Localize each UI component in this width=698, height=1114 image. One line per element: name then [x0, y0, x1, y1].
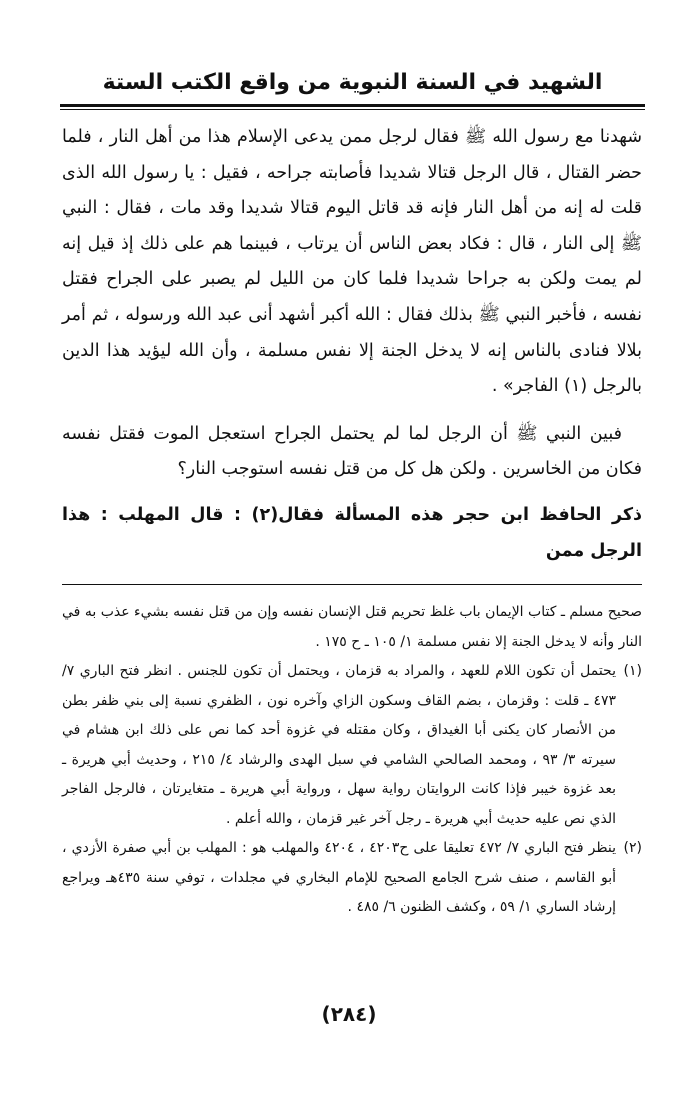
footnote-divider [62, 584, 642, 585]
footnote-1-marker: (١) [623, 663, 642, 679]
page-number: (٢٨٤) [321, 1002, 377, 1026]
commentary-paragraph: فبين النبي ﷺ أن الرجل لما لم يحتمل الجراح استعجل الموت فقتل نفسه فكان من الخاسرين . ولكن هل كل من قتل نفسه استوجب النار؟ [62, 423, 642, 480]
header-rule-thin [60, 109, 645, 110]
header-rule-thick [60, 104, 645, 107]
footnote-2-text: ينظر فتح الباري ٧/ ٤٧٢ تعليقا على ح٤٢٠٣ ، ٤٢٠٤ والمهلب هو : المهلب بن أبي صفرة الأزدي ، أبو القاسم ، صنف شرح الجامع الصحيح للإمام البخاري في مجلدات ، توفي سنة ٤٣٥هـ ويراجع إرشاد الساري ١/ ٥٩ ، وكشف الظنون ٦/ ٤٨٥ . [62, 840, 617, 915]
footnote-2 [62, 834, 642, 923]
ibn-hajar-paragraph: ذكر الحافظ ابن حجر هذه المسألة فقال(٢) : قال المهلب : هذا الرجل ممن [62, 504, 642, 561]
hadith-paragraph: شهدنا مع رسول الله ﷺ فقال لرجل ممن يدعى الإسلام هذا من أهل النار ، فلما حضر القتال ، قال الرجل قتالا شديدا فأصابته جراحه ، فقيل : يا رسول الله الذى قلت له إنه من أهل النار فإنه قد قاتل اليوم قتالا شديدا وقد مات ، فقال : النبي ﷺ إلى النار ، قال : فكاد بعض الناس أن يرتاب ، فبينما هم على ذلك إذ قيل إنه لم يمت ولكن به جراحا شديدا فلما كان من الليل لم يصبر على الجراح فقتل نفسه ، فأخبر النبي ﷺ بذلك فقال : الله أكبر أشهد أنى عبد الله ورسوله ، ثم أمر بلالا فنادى بالناس إنه لا يدخل الجنة إلا نفس مسلمة ، وأن الله ليؤيد هذا الدين بالرجل (١) الفاجر» . [62, 127, 642, 397]
footnote-source: صحيح مسلم ـ كتاب الإيمان باب غلظ تحريم قتل الإنسان نفسه وإن من قتل نفسه بشيء عذب به في النار وأنه لا يدخل الجنة إلا نفس مسلمة ١/ ١٠٥ ـ ح ١٧٥ . [62, 604, 642, 650]
running-header-title: الشهيد في السنة النبوية من واقع الكتب الستة [102, 70, 603, 95]
footnote-1-text: يحتمل أن تكون اللام للعهد ، والمراد به قزمان ، ويحتمل أن تكون للجنس . انظر فتح الباري ٧/ ٤٧٣ ـ قلت : وقزمان ، بضم القاف وسكون الزاي وآخره نون ، الظفري نسبة إلى بني ظفر بطن من الأنصار كان يكنى أبا الغيداق ، وكان مقتله في غزوة أحد كما نص على ذلك ابن هشام في سيرته ٣/ ٩٣ ، ومحمد الصالحي الشامي في سبل الهدى والرشاد ٤/ ٢١٥ ، وحديث أبي هريرة ـ بعد غزوة خيبر فإذا كانت الروايتان رواية سهل ، ورواية أبي هريرة ـ متغايرتان ، فالرجل الفاجر الذي نص عليه حديث أبي هريرة ـ رجل آخر غير قزمان ، والله أعلم . [62, 663, 616, 827]
main-text [62, 120, 642, 569]
footnote-2-marker: (٢) [623, 840, 642, 856]
footnotes [62, 598, 642, 923]
running-header [60, 66, 645, 100]
footnote-1 [62, 657, 642, 834]
